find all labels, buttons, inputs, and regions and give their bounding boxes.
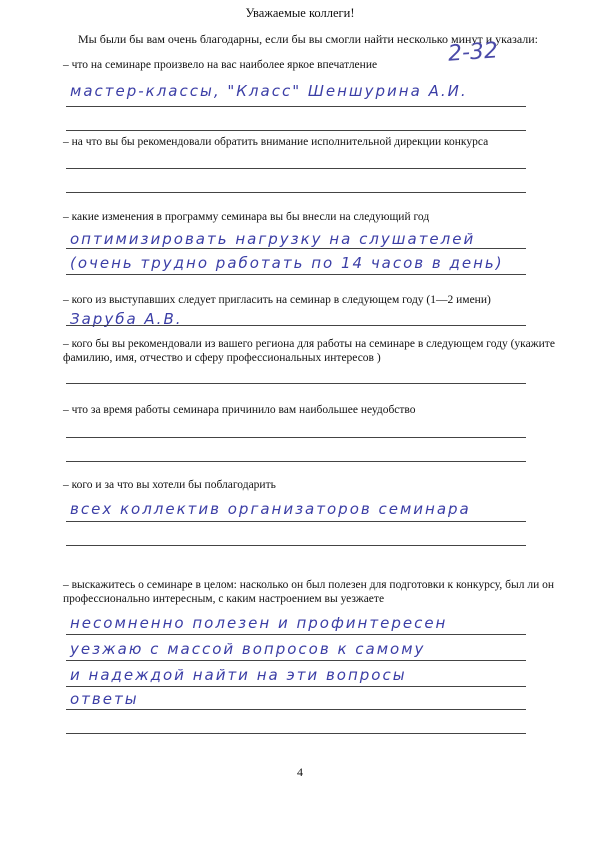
question-8-label: – выскажитесь о семинаре в целом: насколько он был полезен для подготовки к конкурсу, был ли он профессионально интересным, с каким настроением вы уезжаете [63, 579, 555, 605]
answer-line [66, 461, 526, 462]
question-3-label: – какие изменения в программу семинара вы бы внесли на следующий год [63, 211, 430, 223]
answer-line [66, 106, 526, 107]
answer-line [66, 686, 526, 687]
answer-3-line-2: (очень трудно работать по 14 часов в день) [70, 254, 504, 272]
answer-line [66, 192, 526, 193]
answer-1-line-1: мастер-классы, "Класс" Шеншурина А.И. [70, 82, 468, 100]
page-number: 4 [297, 765, 303, 779]
answer-line [66, 733, 526, 734]
handwritten-tag: 2-32 [447, 38, 499, 67]
answer-line [66, 437, 526, 438]
answer-line [66, 660, 526, 661]
question-5-label: – кого бы вы рекомендовали из вашего региона для работы на семинаре в следующем году (укажите фамилию, имя, отчество и сферу профессиональных интересов ) [63, 338, 555, 364]
answer-8-line-2: уезжаю с массой вопросов к самому [70, 640, 426, 658]
answer-line [66, 168, 526, 169]
answer-3-line-1: оптимизировать нагрузку на слушателей [70, 230, 476, 248]
answer-8-line-1: несомненно полезен и профинтересен [70, 614, 448, 632]
question-4-label: – кого из выступавших следует пригласить на семинар в следующем году (1—2 имени) [63, 294, 491, 306]
answer-line [66, 130, 526, 131]
answer-line [66, 248, 526, 249]
answer-line [66, 325, 526, 326]
question-1-label: – что на семинаре произвело на вас наиболее яркое впечатление [63, 59, 378, 71]
answer-8-line-3: и надеждой найти на эти вопросы [70, 666, 407, 684]
answer-line [66, 383, 526, 384]
answer-line [66, 274, 526, 275]
answer-7-line-1: всех коллектив организаторов семинара [70, 500, 471, 518]
answer-line [66, 709, 526, 710]
intro-text: Мы были бы вам очень благодарны, если бы вы смогли найти несколько минут и указали: [78, 32, 539, 46]
answer-8-line-4: ответы [70, 690, 139, 708]
answer-line [66, 545, 526, 546]
page-title: Уважаемые коллеги! [245, 6, 355, 20]
answer-line [66, 634, 526, 635]
answer-4-line-1: Заруба А.В. [70, 310, 183, 328]
question-2-label: – на что вы бы рекомендовали обратить внимание исполнительной дирекции конкурса [63, 136, 489, 148]
question-6-label: – что за время работы семинара причинило вам наибольшее неудобство [63, 404, 416, 416]
answer-line [66, 521, 526, 522]
question-7-label: – кого и за что вы хотели бы поблагодарить [63, 479, 276, 491]
